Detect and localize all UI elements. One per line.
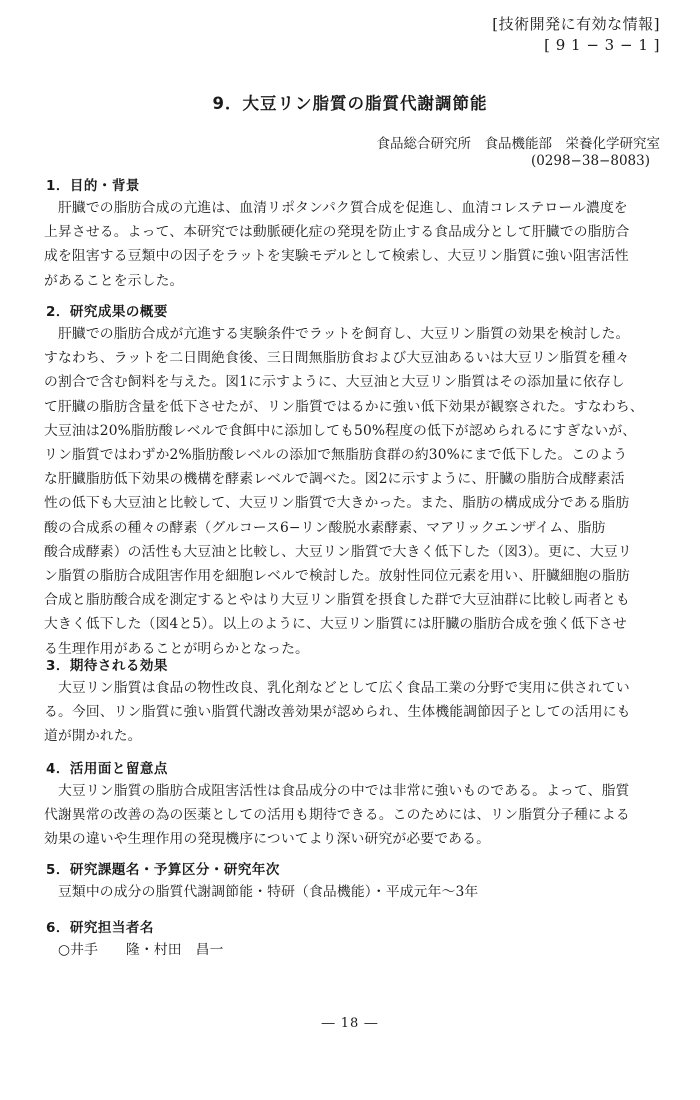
- info-category-tag: [492, 14, 660, 56]
- text-line: ○井手 隆・村田 昌一: [44, 942, 224, 958]
- text-line: 効果の違いや生理作用の発現機序についてより深い研究が必要である。: [44, 831, 491, 848]
- section-heading: 4．活用面と留意点: [46, 761, 168, 777]
- section-body: [44, 676, 664, 749]
- section-body: [44, 196, 664, 293]
- text-line: 代謝異常の改善の為の医薬としての活用も期待できる。このためには、リン脂質分子種による: [44, 807, 630, 824]
- section-heading: 3．期待される効果: [46, 658, 168, 674]
- text-line: 肝臓での脂肪合成が亢進する実験条件でラットを飼育し、大豆リン脂質の効果を検討した。: [44, 326, 630, 342]
- section-researchers: [44, 918, 664, 962]
- affiliation-block: [377, 136, 661, 170]
- info-code-label: [ 9 1 − 3 − 1 ]: [544, 36, 660, 54]
- text-line: 大豆リン脂質の脂肪合成阻害活性は食品成分の中では非常に強いものである。よって、脂質: [44, 783, 630, 799]
- section-heading: 2．研究成果の概要: [46, 304, 168, 320]
- text-line: の割合で含む飼料を与えた。図1に示すように、大豆油と大豆リン脂質はその添加量に依存し: [44, 374, 625, 391]
- text-line: 成を阻害する豆類中の因子をラットを実験モデルとして検索し、大豆リン脂質に強い阻害活性: [44, 248, 629, 265]
- text-line: る。今回、リン脂質に強い脂質代謝改善効果が認められ、生体機能調節因子としての活用にも: [44, 704, 631, 721]
- text-line: 性の低下も大豆油と比較して、大豆リン脂質で大きかった。また、脂肪の構成成分である脂肪: [44, 495, 630, 512]
- text-line: 大豆リン脂質は食品の物性改良、乳化剤などとして広く食品工業の分野で実用に供されてい: [44, 680, 630, 696]
- text-line: 上昇させる。よって、本研究では動脈硬化症の発現を防止する食品成分として肝臓での脂肪合: [44, 224, 630, 241]
- text-line: な肝臓脂肪低下効果の機構を酵素レベルで調べた。図2に示すように、肝臓の脂肪合成酵素活: [44, 471, 625, 488]
- text-line: 肝臓での脂肪合成の亢進は、血清リポタンパク質合成を促進し、血清コレステロール濃度を: [44, 200, 628, 216]
- section-results: [44, 302, 664, 661]
- text-line: があることを示した。: [44, 272, 184, 289]
- text-line: 豆類中の成分の脂質代謝調節能・特研（食品機能）・平成元年〜3年: [44, 884, 479, 900]
- text-line: て肝臓の脂肪含量を低下させたが、リン脂質ではるかに強い低下効果が観察された。すなわち、: [44, 398, 644, 415]
- section-applications: [44, 759, 664, 852]
- text-line: リン脂質ではわずか2%脂肪酸レベルの添加で無脂肪食群の約30%にまで低下した。このよう: [44, 447, 628, 464]
- section-project-info: [44, 860, 664, 904]
- info-category-label: [技術開発に有効な情報]: [492, 15, 660, 33]
- section-purpose: [44, 176, 664, 293]
- text-line: すなわち、ラットを二日間絶食後、三日間無脂肪食および大豆油あるいは大豆リン脂質を種々: [44, 350, 630, 367]
- text-line: 酸合成酵素）の活性も大豆油と比較し、大豆リン脂質で大きく低下した（図3）。更に、大豆リ: [44, 543, 632, 560]
- affiliation-org: 食品総合研究所 食品機能部 栄養化学研究室: [376, 136, 660, 152]
- section-body: [44, 938, 664, 962]
- text-line: ン脂質の脂肪合成阻害作用を細胞レベルで検討した。放射性同位元素を用い、肝臓細胞の脂肪: [44, 568, 630, 585]
- section-expected-effects: [44, 656, 664, 749]
- section-body: [44, 779, 664, 852]
- section-heading: 1．目的・背景: [46, 178, 140, 194]
- section-heading: 5．研究課題名・予算区分・研究年次: [46, 862, 280, 878]
- affiliation-phone: (0298−38−8083): [530, 153, 650, 169]
- text-line: 合成と脂肪酸合成を測定するとやはり大豆リン脂質を摂食した群で大豆油群に比較し両者とも: [44, 592, 630, 609]
- text-line: 大豆油は20%脂肪酸レベルで食餌中に添加しても50%程度の低下が認められるにすぎないが、: [44, 422, 637, 439]
- section-body: [44, 880, 664, 904]
- text-line: 道が開かれた。: [44, 728, 142, 745]
- document-title: 9．大豆リン脂質の脂質代謝調節能: [212, 94, 488, 113]
- text-line: 酸の合成系の種々の酵素（グルコース6−リン酸脱水素酵素、マアリックエンザイム、脂肪: [44, 519, 606, 536]
- page-number: ― 18 ―: [321, 1016, 379, 1031]
- section-heading: 6．研究担当者名: [46, 920, 154, 936]
- text-line: る生理作用があることが明らかとなった。: [44, 640, 309, 657]
- section-body: [44, 322, 664, 661]
- text-line: 大きく低下した（図4と5）。以上のように、大豆リン脂質には肝臓の脂肪合成を強く低下させ: [44, 616, 627, 633]
